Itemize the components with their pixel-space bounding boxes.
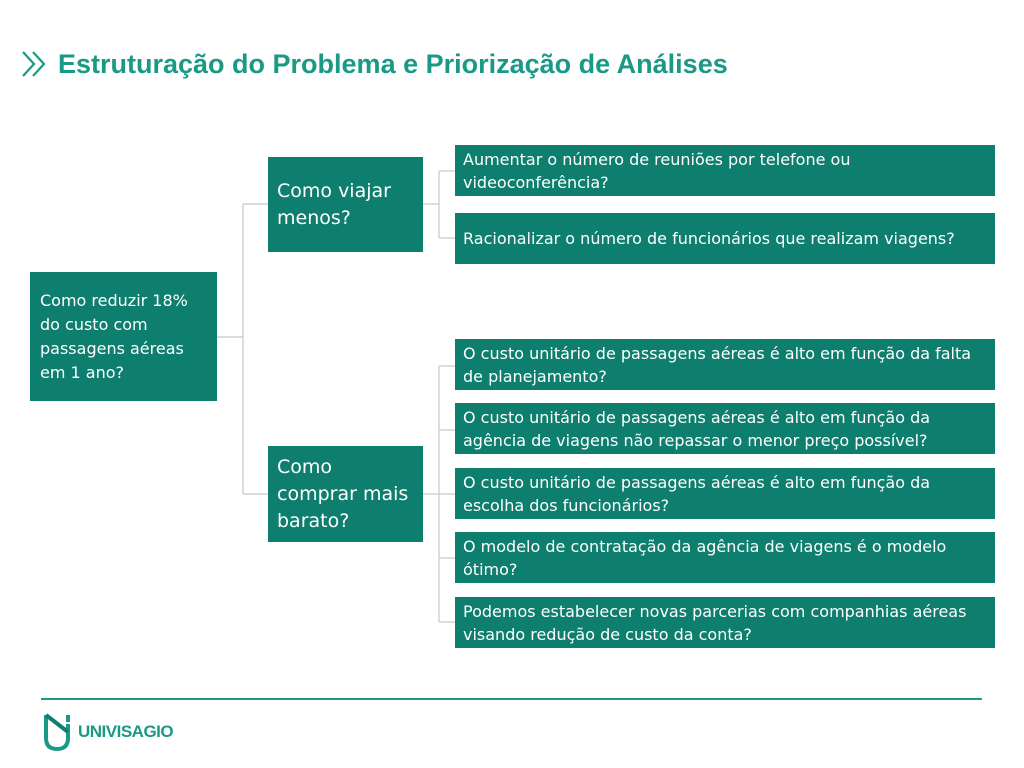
root-question: [30, 272, 217, 401]
leaf-text: Racionalizar o número de funcionários que realizam viagens?: [463, 229, 955, 248]
leaf-hypothesis: [455, 597, 995, 648]
univisagio-logo-icon: [42, 712, 72, 752]
leaf-hypothesis: [455, 339, 995, 390]
root-question-text: Como reduzir 18% do custo com passagens aéreas em 1 ano?: [40, 290, 188, 382]
footer-divider: [41, 698, 982, 700]
leaf-hypothesis: [455, 532, 995, 583]
leaf-hypothesis: [455, 468, 995, 519]
branch-travel-less: [268, 157, 423, 252]
leaf-text: O custo unitário de passagens aéreas é alto em função da agência de viagens não repassar o menor preço possível?: [463, 407, 931, 450]
branch-buy-cheaper: [268, 446, 423, 542]
logo-text: UNIVISAGIO: [78, 722, 174, 741]
page-title: Estruturação do Problema e Priorização de Análises: [58, 48, 728, 79]
leaf-text: O custo unitário de passagens aéreas é alto em função da falta de planejamento?: [463, 343, 972, 386]
branch-label: Como comprar mais barato?: [277, 455, 409, 532]
branch-label: Como viajar menos?: [277, 179, 391, 229]
leaf-text: O modelo de contratação da agência de viagens é o modelo ótimo?: [463, 536, 947, 579]
leaf-hypothesis: [455, 403, 995, 454]
leaf-hypothesis: [455, 213, 995, 264]
leaf-text: Podemos estabelecer novas parcerias com companhias aéreas visando redução de custo da conta?: [463, 601, 967, 644]
company-logo: [42, 712, 173, 752]
leaf-hypothesis: [455, 145, 995, 196]
leaf-text: Aumentar o número de reuniões por telefone ou videoconferência?: [463, 149, 851, 192]
leaf-text: O custo unitário de passagens aéreas é alto em função da escolha dos funcionários?: [463, 472, 931, 515]
